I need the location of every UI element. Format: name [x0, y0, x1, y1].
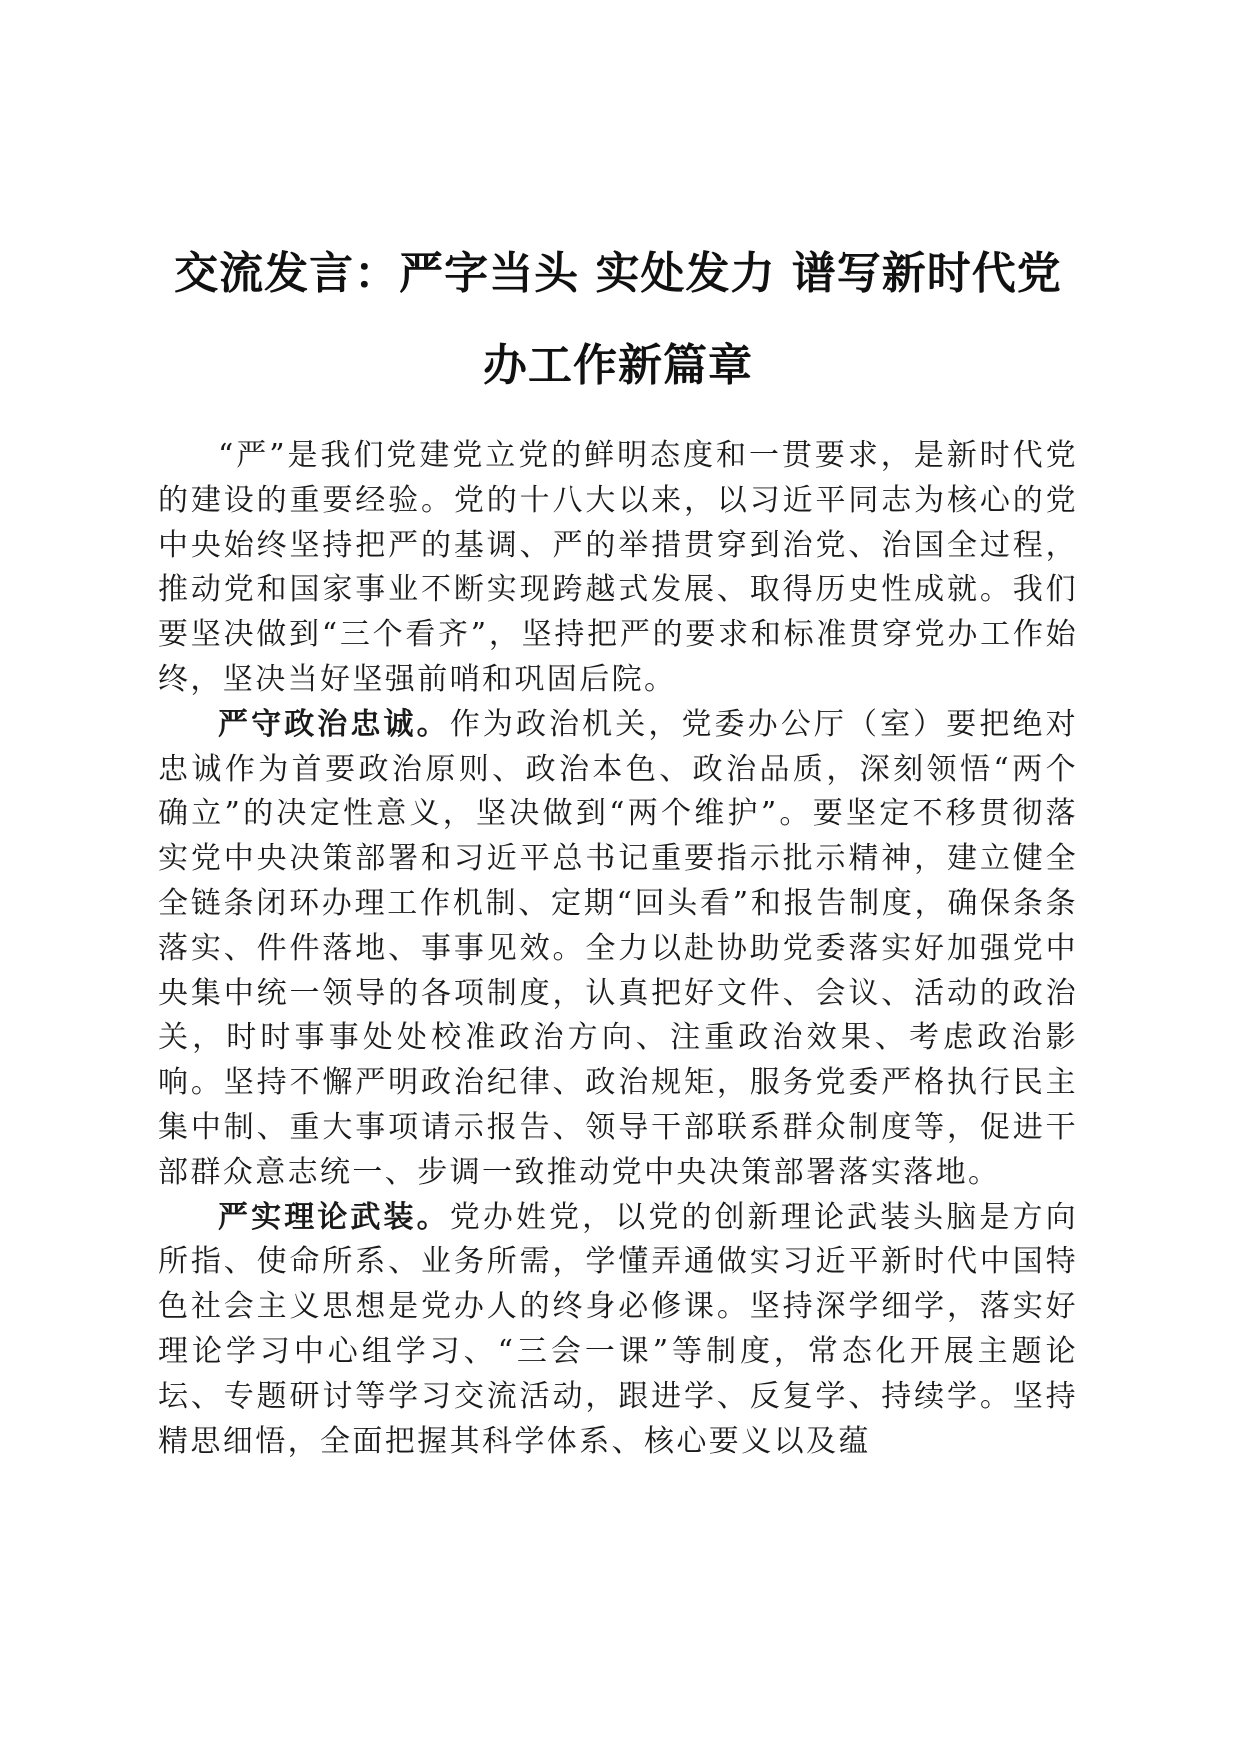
- document-title: [158, 228, 1078, 412]
- paragraph-text: 党办姓党，以党的创新理论武装头脑是方向所指、使命所系、业务所需，学懂弄通做实习近平新时代中国特色社会主义思想是党办人的终身必修课。坚持深学细学，落实好理论学习中心组学习、“三会一课”等制度，常态化开展主题论坛、专题研讨等学习交流活动，跟进学、反复学、持续学。坚持精思细悟，全面把握其科学体系、核心要义以及蕴: [158, 1199, 1078, 1459]
- paragraph-intro: [158, 434, 1078, 703]
- paragraph-text: “严”是我们党建党立党的鲜明态度和一贯要求，是新时代党的建设的重要经验。党的十八大以来，以习近平同志为核心的党中央始终坚持把严的基调、严的举措贯穿到治党、治国全过程，推动党和国家事业不断实现跨越式发展、取得历史性成就。我们要坚决做到“三个看齐”，坚持把严的要求和标准贯穿党办工作始终，坚决当好坚强前哨和巩固后院。: [158, 438, 1078, 697]
- paragraph-lead: 严实理论武装。: [218, 1199, 450, 1235]
- document-page: [158, 228, 1078, 1464]
- paragraph-political-loyalty: [158, 703, 1078, 1196]
- title-line-2: 办工作新篇章: [483, 340, 753, 391]
- paragraph-theoretical-armament: [158, 1196, 1078, 1465]
- paragraph-lead: 严守政治忠诚。: [218, 706, 450, 742]
- title-line-1: 交流发言：严字当头 实处发力 谱写新时代党: [174, 248, 1062, 299]
- paragraph-text: 作为政治机关，党委办公厅（室）要把绝对忠诚作为首要政治原则、政治本色、政治品质，深刻领悟“两个确立”的决定性意义，坚决做到“两个维护”。要坚定不移贯彻落实党中央决策部署和习近平总书记重要指示批示精神，建立健全全链条闭环办理工作机制、定期“回头看”和报告制度，确保条条落实、件件落地、事事见效。全力以赴协助党委落实好加强党中央集中统一领导的各项制度，认真把好文件、会议、活动的政治关，时时事事处处校准政治方向、注重政治效果、考虑政治影响。坚持不懈严明政治纪律、政治规矩，服务党委严格执行民主集中制、重大事项请示报告、领导干部联系群众制度等，促进干部群众意志统一、步调一致推动党中央决策部署落实落地。: [158, 706, 1078, 1190]
